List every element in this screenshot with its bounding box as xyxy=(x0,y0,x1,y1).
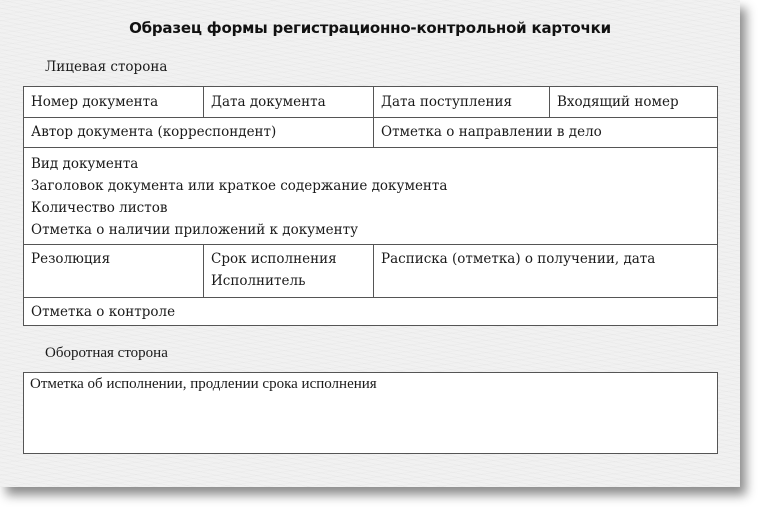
back-side-form-box xyxy=(23,372,718,454)
executor-field: Исполнитель xyxy=(211,273,306,289)
filing-mark-field: Отметка о направлении в дело xyxy=(381,124,602,140)
execution-mark-field: Отметка об исполнении, продлении срока исполнения xyxy=(30,376,377,392)
back-side-label: Оборотная сторона xyxy=(45,345,168,361)
resolution-field: Резолюция xyxy=(31,251,111,267)
doc-summary-field: Заголовок документа или краткое содержание документа xyxy=(31,178,448,194)
doc-type-field: Вид документа xyxy=(31,156,139,172)
doc-number-field: Номер документа xyxy=(31,94,159,110)
control-mark-field: Отметка о контроле xyxy=(31,304,176,320)
document-details-block xyxy=(24,149,716,245)
incoming-number-field: Входящий номер xyxy=(557,94,679,110)
doc-date-field: Дата документа xyxy=(211,94,326,110)
attachments-mark-field: Отметка о наличии приложений к документу xyxy=(31,222,359,238)
receipt-signature-field: Расписка (отметка) о получении, дата xyxy=(381,251,656,267)
author-field: Автор документа (корреспондент) xyxy=(31,124,277,140)
page-title: Образец формы регистрационно-контрольной карточки xyxy=(129,19,611,37)
deadline-executor-block xyxy=(204,244,374,296)
receipt-date-field: Дата поступления xyxy=(381,94,513,110)
front-side-form-table xyxy=(23,86,718,326)
front-side-label: Лицевая сторона xyxy=(45,59,168,75)
sheet-count-field: Количество листов xyxy=(31,200,168,216)
deadline-field: Срок исполнения xyxy=(211,251,337,267)
